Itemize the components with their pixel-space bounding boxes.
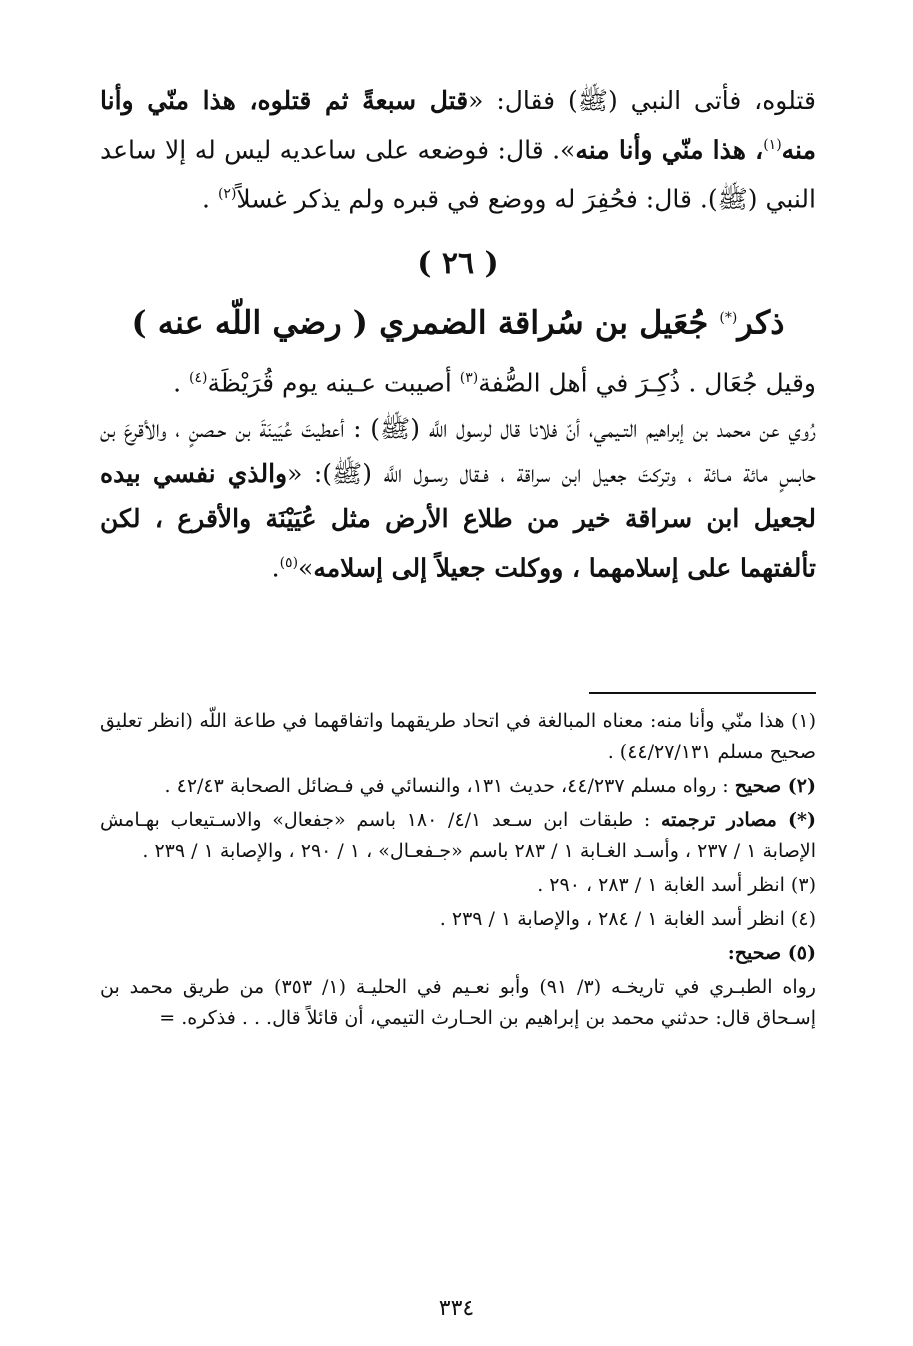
chapter-title-prefix: ذكر (737, 303, 785, 342)
footnote-4: (٤) انظر أسد الغابة ١ / ٢٨٤ ، والإصابة ١ / ٢٣٩ . (439, 908, 816, 930)
footnote-3: (٣) انظر أسد الغابة ١ / ٢٨٣ ، ٢٩٠ . (537, 874, 816, 896)
footnote-ref-5: (٥) (279, 554, 299, 571)
footnote-ref-3: (٣) (459, 370, 479, 387)
footnote-2-label: (٢) صحيح (734, 775, 816, 797)
chapter-title-name: جُعَيل بن سُراقة الضمري ( رضي اللّه عنه ) (131, 303, 720, 342)
page-number: ٣٣٤ (438, 1296, 475, 1321)
hadith-quote-bold-2: ، هذا منّي وأنا منه (575, 135, 764, 165)
chapter-number: ( ٢٦ ) (417, 245, 499, 281)
paragraph-2 (100, 356, 816, 405)
footnote-ref-2: (٢) (217, 186, 237, 203)
footnote-1: (١) هذا منّي وأنا منه: معناه المبالغة في اتحاد طريقهما واتفاقهما في طاعة اللّه (انظر تعليق صحيح مسلم ٤٤/٢٧/١٣١) . (100, 710, 816, 763)
hadith-quote-bold-3: والذي نفسي بيده لجعيل ابن سراقة خير من طلاع الأرض مثل عُيَيْنَة والأقرع ، لكن تألفتهما على إسلامهما ، ووكلت جعيلاً إلى إسلامه (100, 458, 816, 582)
paragraph-1 (100, 78, 816, 222)
footnote-ref-star: (*) (719, 309, 738, 326)
main-text (100, 78, 816, 590)
para2-text-a: وقيل جُعَال . ذُكِـرَ في أهل الصُّفة (478, 368, 816, 398)
paragraph-3 (100, 406, 816, 590)
footnotes (100, 706, 816, 1037)
para1-text-a: قتلوه، فأتى النبي (ﷺ) فقال: « (468, 86, 816, 115)
para2-text-b: أصيبت عـينه يوم قُرَيْظَة (207, 368, 460, 398)
footnote-ref-4: (٤) (189, 370, 208, 387)
chapter-title (100, 292, 816, 349)
footnote-ref-1: (١) (763, 137, 782, 153)
footnote-2-text: : رواه مسلم ٤٤/٢٣٧، حديث ١٣١، والنسائي في فـضائل الصحابة ٤٢/٤٣ . (164, 775, 735, 797)
para2-end: . (173, 368, 190, 398)
footnote-star-label: (*) مصادر ترجمته (661, 809, 816, 831)
para3-quote-close: » (298, 552, 314, 582)
para1-end: . (202, 184, 218, 214)
footnote-5-text: رواه الطبـري في تاريخـه (٣/ ٩١) وأبو نعـيم في الحليـة (١/ ٣٥٣) من طريق محمد بن إسـحاق قال: حدثني محمد بن إبراهيم بن الحـارث التيمي، أن قائلاً قال. . . فذكره. = (100, 976, 816, 1029)
footnote-5-label: (٥) صحيح: (727, 942, 816, 964)
footnote-2 (100, 771, 816, 802)
footnote-star (100, 805, 816, 867)
para3-text: رُوي عن محمد بن إبراهيم التـيمي، أنّ فلانا قال لرسول اللَّه (ﷺ) : أعطيتَ عُيَينَةَ بن حـصنٍ ، والأقرعَ بن حابسٍ مائة مـائة ، وتركتَ جعيل ابن سراقة ، فـقال رسـول اللَّه (ﷺ): « (100, 413, 817, 488)
footnote-separator (589, 692, 816, 694)
footnote-star-text: : طبقات ابن سـعد ٤/١/ ١٨٠ باسم «جفعال» والاسـتيعاب بهـامش الإصابة ١ / ٢٣٧ ، وأسـد الغـابة ١ / ٢٨٣ باسم «جـفعـال» ، ١ / ٢٩٠ ، والإصابة ١ / ٢٣٩ . (100, 809, 816, 862)
para3-end: . (271, 552, 280, 582)
para1-text-b: ». قال: فوضعه على ساعديه ليس له إلا ساعد النبي (ﷺ). قال: فحُفِرَ له ووضع في قبره ولم يذكر غسلاً (100, 135, 816, 214)
hadith-quote-bold-1: قتل سبعةً ثم قتلوه، هذا منّي وأنا منه (100, 86, 816, 165)
